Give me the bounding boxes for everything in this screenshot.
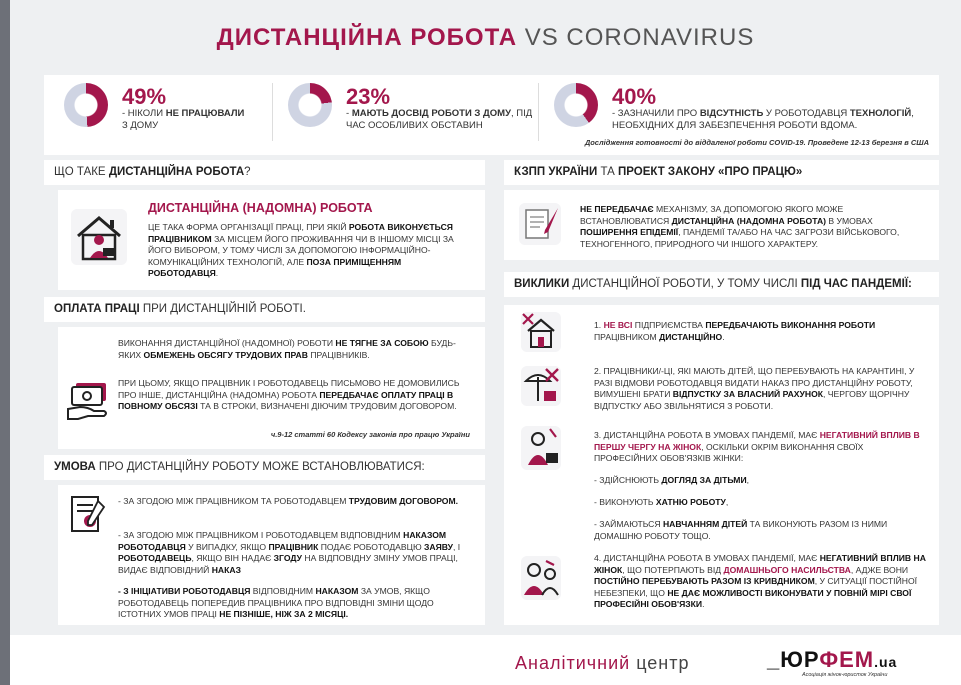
divider	[272, 83, 273, 141]
section-header-pay: ОПЛАТА ПРАЦІ ПРИ ДИСТАНЦІЙНІЙ РОБОТІ.	[44, 297, 485, 322]
pay-text-2: ПРИ ЦЬОМУ, ЯКЩО ПРАЦІВНИК І РОБОТОДАВЕЦЬ ПИСЬМОВО НЕ ДОМОВИЛИСЬ ПРО ІНШЕ, ДИСТАНЦІЙНА (НАДОМНА) РОБОТА ПЕРЕДБАЧАЄ ОПЛАТУ ПРАЦІ В ПОВНОМУ ОБСЯЗІ ТА В СТРОКИ, ВИЗНАЧЕНІ ДІЮЧИМ ТРУДОВИМ ДОГОВОРОМ.	[118, 378, 460, 411]
definition-card	[58, 190, 485, 290]
section-header-law: КЗПП УКРАЇНИ ТА ПРОЕКТ ЗАКОНУ «ПРО ПРАЦЮ»	[504, 160, 939, 185]
money-hand-icon	[66, 379, 110, 423]
page-title: ДИСТАНЦІЙНА РОБОТА VS CORONAVIRUS	[216, 24, 755, 51]
infographic-page	[10, 0, 961, 685]
contract-icon	[68, 495, 106, 533]
stat-description: - НІКОЛИ НЕ ПРАЦЮВАЛИ З ДОМУ	[122, 108, 245, 131]
law-reference: ч.9-12 статті 60 Кодексу законів про працю України	[270, 430, 470, 439]
stat-percent: 23%	[346, 84, 391, 109]
pie-chart-icon	[554, 83, 598, 127]
pay-text-1: ВИКОНАННЯ ДИСТАНЦІЙНОЇ (НАДОМНОЇ) РОБОТИ НЕ ТЯГНЕ ЗА СОБОЮ БУДЬ-ЯКИХ ОБМЕЖЕНЬ ОБСЯГУ ТРУДОВИХ ПРАВ ПРАЦІВНИКІВ.	[118, 338, 456, 360]
section-header-what-is: ЩО ТАКЕ ДИСТАНЦІЙНА РОБОТА?	[44, 160, 485, 185]
law-card	[504, 190, 939, 260]
challenge-3-item: - ВИКОНУЮТЬ ХАТНЮ РОБОТУ,	[594, 497, 729, 507]
vacation-cancel-icon	[520, 365, 562, 407]
jurfem-logo: _ЮРФЕМ.ua	[767, 647, 898, 672]
pie-chart-icon	[64, 83, 108, 127]
stat-description: - ЗАЗНАЧИЛИ ПРО ВІДСУТНІСТЬ У РОБОТОДАВЦЯ ТЕХНОЛОГІЙ, НЕОБХІДНИХ ДЛЯ ЗАБЕЗПЕЧЕННЯ РОБОТИ ВДОМА.	[612, 108, 914, 131]
domestic-violence-icon	[520, 555, 562, 601]
stat-item	[44, 75, 266, 151]
house-worker-icon	[70, 208, 128, 266]
condition-1: - ЗА ЗГОДОЮ МІЖ ПРАЦІВНИКОМ ТА РОБОТОДАВЦЕМ ТРУДОВИМ ДОГОВОРОМ.	[118, 496, 459, 506]
document-pen-icon	[518, 202, 562, 246]
section-header-challenges: ВИКЛИКИ ДИСТАНЦІЙНОЇ РОБОТИ, У ТОМУ ЧИСЛІ ПІД ЧАС ПАНДЕМІЇ:	[504, 272, 939, 297]
condition-2: - ЗА ЗГОДОЮ МІЖ ПРАЦІВНИКОМ І РОБОТОДАВЦЕМ ВІДПОВІДНИМ НАКАЗОМ РОБОТОДАВЦЯ У ВИПАДКУ, ЯКЩО ПРАЦІВНИК ПОДАЄ РОБОТОДАВЦЮ ЗАЯВУ, І РОБОТОДАВЕЦЬ, ЯКЩО ВІН НАДАЄ ЗГОДУ НА ВІДПОВІДНУ ЗМІНУ УМОВ ПРАЦІ, ВИДАЄ ВІДПОВІДНИЙ НАКАЗ	[118, 530, 461, 575]
challenge-1: 1. НЕ ВСІ ПІДПРИЄМСТВА ПЕРЕДБАЧАЮТЬ ВИКОНАННЯ РОБОТИ ПРАЦІВНИКОМ ДИСТАНЦІЙНО.	[594, 320, 876, 342]
law-text: НЕ ПЕРЕДБАЧАЄ МЕХАНІЗМУ, ЗА ДОПОМОГОЮ ЯКОГО МОЖЕ ВСТАНОВЛЮВАТИСЯ ДИСТАНЦІЙНА (НАДОМНА РОБОТА) В УМОВАХ ПОШИРЕННЯ ЕПІДЕМІЇ, ПАНДЕМІЇ ТА/АБО НА ЧАС ЗАГРОЗИ ВІЙСЬКОВОГО, ТЕХНОГЕННОГО, ПРИРОДНОГО ЧИ ІНШОГО ХАРАКТЕРУ.	[580, 204, 900, 249]
stat-percent: 49%	[122, 84, 167, 109]
challenge-2: 2. ПРАЦІВНИКИ/-ЦІ, ЯКІ МАЮТЬ ДІТЕЙ, ЩО ПЕРЕБУВАЮТЬ НА КАРАНТИНІ, У РАЗІ ВІДМОВИ РОБОТОДАВЦЯ ВИДАТИ НАКАЗ ПРО ДИСТАНЦІЙНУ РОБОТУ, ВИМУШЕНІ БРАТИ ВІДПУСТКУ ЗА ВЛАСНИЙ РАХУНОК, ЧЕРГОВУ ЩОРІЧНУ ВІДПУСТКУ АБО ЗВІЛЬНЯТИСЯ З РОБОТИ.	[594, 366, 915, 411]
challenges-card	[504, 305, 939, 625]
woman-multitask-icon	[520, 425, 562, 471]
challenge-3-item: - ЗДІЙСНЮЮТЬ ДОГЛЯД ЗА ДІТЬМИ,	[594, 475, 750, 485]
stat-percent: 40%	[612, 84, 657, 109]
pie-chart-icon	[288, 83, 332, 127]
definition-title: ДИСТАНЦІЙНА (НАДОМНА) РОБОТА	[148, 201, 373, 215]
challenge-3-item: - ЗАЙМАЮТЬСЯ НАВЧАННЯМ ДІТЕЙ ТА ВИКОНУЮТЬ РАЗОМ ІЗ НИМИ ДОМАШНЮ РОБОТУ ТОЩО.	[594, 519, 888, 541]
challenge-4: 4. ДИСТАНЦІЙНА РОБОТА В УМОВАХ ПАНДЕМІЇ, МАЄ НЕГАТИВНИЙ ВПЛИВ НА ЖІНОК, ЩО ПОТЕРПАЮТЬ ВІД ДОМАШНЬОГО НАСИЛЬСТВА, АДЖЕ ВОНИ ПОСТІЙНО ПЕРЕБУВАЮТЬ РАЗОМ ІЗ КРИВДНИКОМ, У СИТУАЦІЇ ПОСТІЙНОЇ НЕБЕЗПЕКИ, ЩО НЕ ДАЄ МОЖЛИВОСТІ ВИКОНУВАТИ У ПОВНІЙ МІРІ СВОЇ ПРОФЕСІЙНІ ОБОВ'ЯЗКИ.	[594, 553, 926, 609]
challenge-3: 3. ДИСТАНЦІЙНА РОБОТА В УМОВАХ ПАНДЕМІЇ, МАЄ НЕГАТИВНИЙ ВПЛИВ В ПЕРШУ ЧЕРГУ НА ЖІНОК, ОСКІЛЬКИ ОКРІМ ВИКОНАННЯ СВОЇХ ПРОФЕСІЙНИХ ОБОВ'ЯЗКІВ ЖІНКИ:	[594, 430, 920, 463]
section-header-condition: УМОВА ПРО ДИСТАНЦІЙНУ РОБОТУ МОЖЕ ВСТАНОВЛЮВАТИСЯ:	[44, 455, 485, 480]
condition-3: - З ІНІЦІАТИВИ РОБОТОДАВЦЯ ВІДПОВІДНИМ НАКАЗОМ ЗА УМОВ, ЯКЩО РОБОТОДАВЕЦЬ ПОПЕРЕДИВ ПРАЦІВНИКА ПРО ВІДПОВІДНІ ЗМІНИ ЩОДО ІСТОТНИХ УМОВ ПРАЦІ НЕ ПІЗНІШЕ, НІЖ ЗА 2 МІСЯЦІ.	[118, 586, 434, 619]
footer	[10, 635, 961, 685]
divider	[538, 83, 539, 141]
analytic-center-label: Аналітичний центр	[515, 653, 690, 673]
stat-description: - МАЮТЬ ДОСВІД РОБОТИ З ДОМУ, ПІД ЧАС ОСОБЛИВИХ ОБСТАВИН	[346, 108, 533, 131]
source-note: Дослідження готовності до віддаленої роботи COVID-19. Проведене 12-13 березня в США	[584, 138, 929, 147]
definition-text: ЦЕ ТАКА ФОРМА ОРГАНІЗАЦІЇ ПРАЦІ, ПРИ ЯКІЙ РОБОТА ВИКОНУЄТЬСЯ ПРАЦІВНИКОМ ЗА МІСЦЕМ ЙОГО ПРОЖИВАННЯ ЧИ В ІНШОМУ МІСЦІ ЗА ЙОГО ВИБОРОМ, У ТОМУ ЧИСЛІ ЗА ДОПОМОГОЮ ІНФОРМАЦІЙНО-КОМУНІКАЦІЙНИХ ТЕХНОЛОГІЙ, АЛЕ ПОЗА ПРИМІЩЕННЯМ РОБОТОДАВЦЯ.	[148, 222, 454, 278]
logo-tagline: Асоціація жінок-юристок України	[802, 672, 888, 678]
condition-card	[58, 485, 485, 625]
pay-card	[58, 327, 485, 449]
office-closed-icon	[520, 311, 562, 353]
stats-panel	[44, 75, 939, 155]
